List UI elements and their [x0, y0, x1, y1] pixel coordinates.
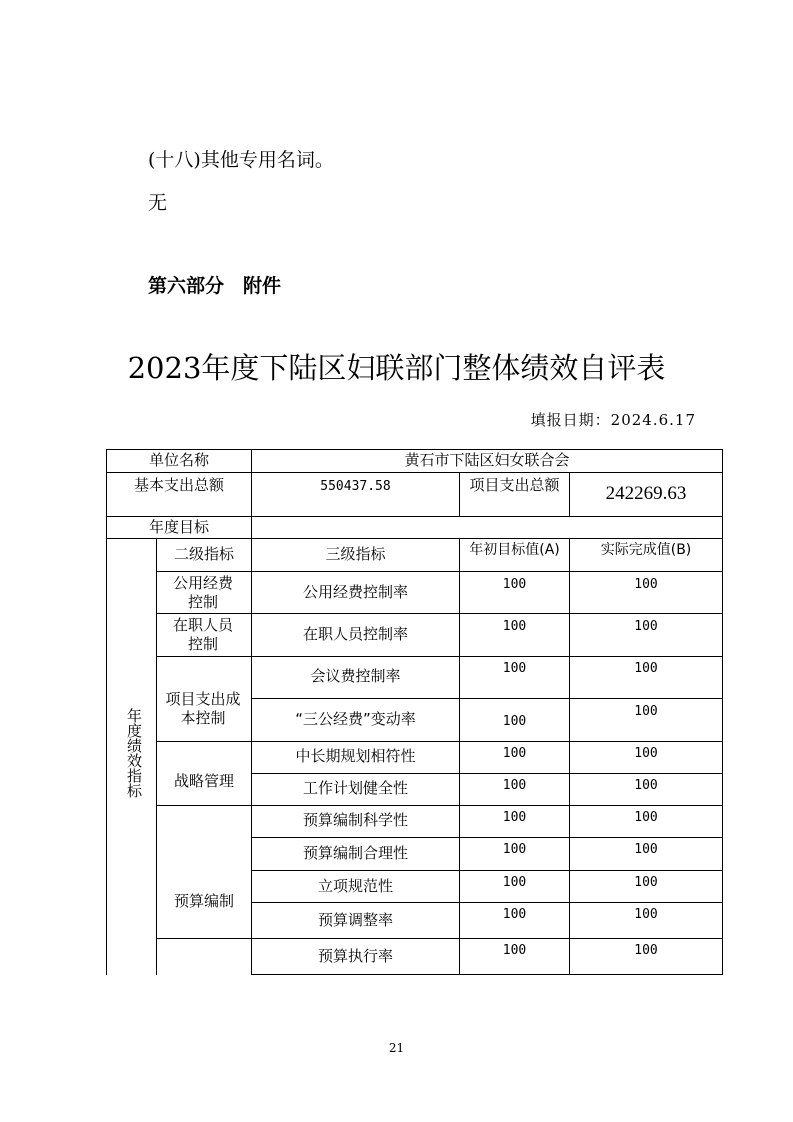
level2-public-funds: 公用经费控制 [172, 574, 233, 611]
page-number: 21 [388, 1041, 405, 1055]
actual-cell: 100 [634, 619, 658, 634]
annual-performance-indicators-label: 年度绩效指标 [125, 708, 143, 798]
table-rule [156, 613, 723, 614]
table-rule [251, 773, 723, 774]
level3-cell: 预算编制科学性 [302, 811, 408, 829]
actual-cell: 100 [634, 746, 658, 761]
actual-cell: 100 [634, 842, 658, 857]
level3-cell: “三公经费”变动率 [295, 710, 416, 728]
table-rule [156, 741, 723, 742]
project-expense-label: 项目支出总额 [469, 476, 560, 494]
actual-cell: 100 [634, 907, 658, 922]
target-cell: 100 [502, 577, 527, 592]
target-cell: 100 [502, 875, 527, 890]
level3-cell: 在职人员控制率 [302, 625, 408, 643]
level2-strategy: 战略管理 [173, 772, 234, 790]
level2-staff: 在职人员控制 [172, 616, 233, 653]
table-rule [722, 449, 723, 975]
part-six-heading: 第六部分 附件 [148, 275, 282, 297]
actual-cell: 100 [634, 661, 658, 676]
level2-project-cost: 项目支出成本控制 [165, 690, 241, 727]
actual-cell: 100 [634, 943, 658, 958]
actual-cell: 100 [634, 577, 658, 592]
table-rule [106, 538, 723, 539]
level3-cell: 工作计划健全性 [302, 779, 408, 797]
header-target: 年初目标值(A) [469, 542, 560, 558]
actual-cell: 100 [634, 810, 658, 825]
level2-budget: 预算编制 [173, 892, 234, 910]
level3-cell: 会议费控制率 [310, 667, 401, 685]
header-level3: 三级指标 [325, 545, 386, 563]
table-rule [251, 974, 723, 975]
table-rule [106, 472, 723, 473]
target-cell: 100 [502, 907, 527, 922]
table-rule [156, 938, 723, 939]
basic-expense-label: 基本支出总额 [133, 476, 224, 494]
table-rule [251, 698, 723, 699]
actual-cell: 100 [634, 875, 658, 890]
level3-cell: 预算编制合理性 [302, 844, 408, 862]
target-cell: 100 [502, 661, 527, 676]
target-cell: 100 [502, 746, 527, 761]
target-cell: 100 [502, 842, 527, 857]
basic-expense-value: 550437.58 [320, 479, 391, 494]
table-rule [156, 656, 723, 657]
unit-name-value: 黄石市下陆区妇女联合会 [404, 451, 570, 469]
table-rule [251, 870, 723, 871]
level3-cell: 预算调整率 [317, 911, 393, 929]
unit-name-label: 单位名称 [148, 451, 209, 469]
section-18-heading: (十八)其他专用名词。 [148, 149, 334, 171]
level3-cell: 中长期规划相符性 [295, 747, 416, 765]
table-rule [106, 516, 723, 517]
target-cell: 100 [502, 714, 527, 729]
annual-goal-label: 年度目标 [148, 518, 209, 536]
target-cell: 100 [502, 810, 527, 825]
table-rule [251, 837, 723, 838]
table-rule [156, 805, 723, 806]
actual-cell: 100 [634, 704, 658, 719]
table-rule [251, 902, 723, 903]
target-cell: 100 [502, 619, 527, 634]
header-level2: 二级指标 [173, 545, 234, 563]
level3-cell: 公用经费控制率 [302, 583, 408, 601]
actual-cell: 100 [634, 778, 658, 793]
table-rule [106, 449, 723, 450]
fill-date: 填报日期：2024.6.17 [530, 411, 696, 429]
header-actual: 实际完成值(B) [600, 542, 692, 558]
table-title: 2023年度下陆区妇联部门整体绩效自评表 [127, 351, 666, 385]
target-cell: 100 [502, 778, 527, 793]
target-cell: 100 [502, 943, 527, 958]
table-rule [156, 571, 723, 572]
level3-cell: 预算执行率 [317, 947, 393, 965]
level3-cell: 立项规范性 [317, 877, 393, 895]
project-expense-value: 242269.63 [605, 483, 687, 504]
section-18-content: 无 [148, 192, 168, 214]
